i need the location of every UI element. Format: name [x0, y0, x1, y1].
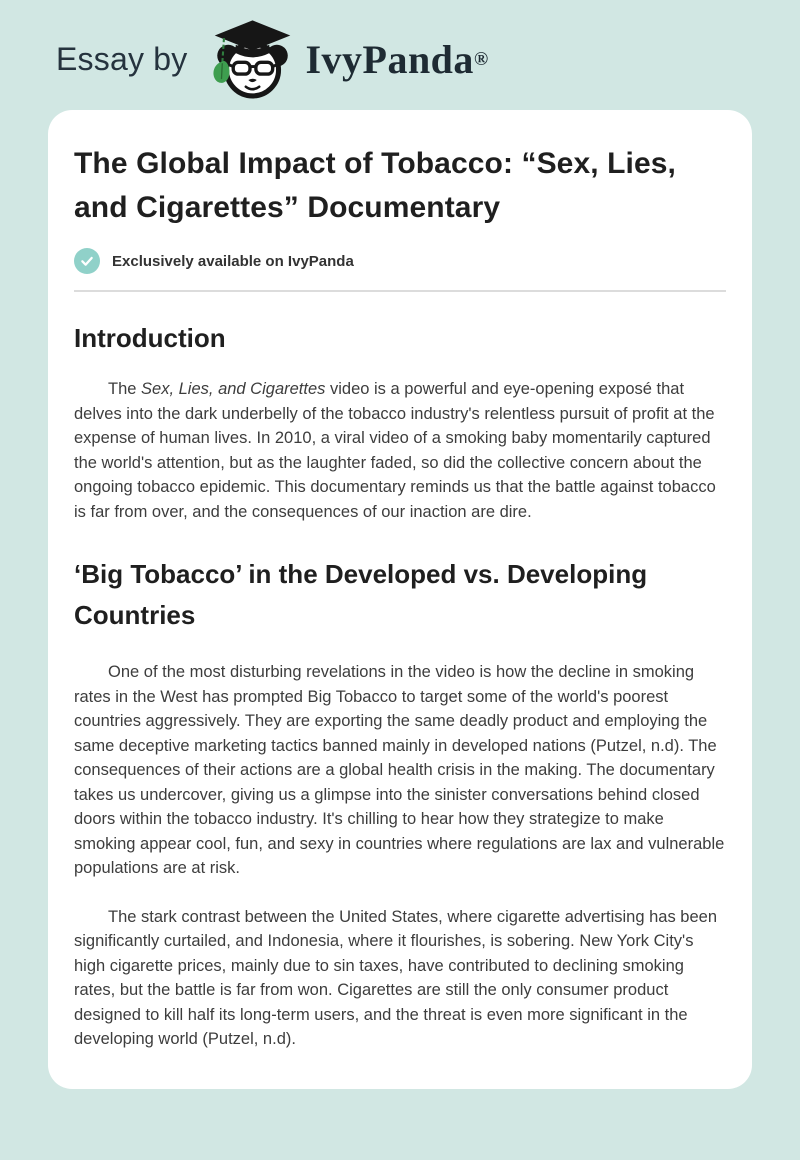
availability-label: Exclusively available on IvyPanda [112, 252, 354, 270]
site-header [0, 0, 800, 96]
video-title-italic: Sex, Lies, and Cigarettes [141, 380, 326, 398]
essay-by-label: Essay by [56, 40, 188, 77]
panda-graduate-logo-icon [203, 15, 297, 103]
section-heading-big-tobacco: ‘Big Tobacco’ in the Developed vs. Developing Countries [74, 559, 648, 630]
paragraph-text: The [108, 380, 142, 398]
availability-badge [74, 248, 726, 274]
paragraph-introduction [74, 377, 726, 524]
registered-mark: ® [473, 48, 489, 70]
divider [74, 290, 726, 292]
paragraph-text: video is a powerful and eye-opening exposé that delves into the dark underbelly of the tobacco industry's relentless pursuit of profit at the expense of human lives. In 2010, a viral video of a smoking baby momentarily captured the world's attention, but as the laughter faded, so did the collective concern about the ongoing tobacco epidemic. This documentary reminds us that the battle against tobacco is far from over, and the consequences of our inaction are dire. [74, 380, 716, 521]
section-heading-introduction: Introduction [74, 323, 226, 353]
brand-logo-link[interactable] [203, 15, 488, 103]
paragraph-big-tobacco-2: The stark contrast between the United States, where cigarette advertising has been significantly curtailed, and Indonesia, where it flourishes, is sobering. New York City's high cigarette prices, mainly due to sin taxes, have contributed to declining smoking rates, but the battle is far from won. Cigarettes are still the only consumer product designed to kill half its long-term users, and the threat is even more significant in the developing world (Putzel, n.d). [74, 907, 718, 1048]
essay-title: The Global Impact of Tobacco: “Sex, Lies, and Cigarettes” Documentary [74, 147, 676, 224]
brand-name: IvyPanda [305, 36, 474, 82]
essay-card [48, 110, 752, 1089]
check-icon [74, 248, 100, 274]
paragraph-big-tobacco-1: One of the most disturbing revelations in the video is how the decline in smoking rates in the West has prompted Big Tobacco to target some of the world's poorest countries aggressively. They are exporting the same deadly product and employing the same deceptive marketing tactics banned mainly in developed nations (Putzel, n.d). The consequences of their actions are a global health crisis in the making. The documentary takes us undercover, giving us a glimpse into the sinister conversations behind closed doors within the tobacco industry. It's chilling to hear how they strategize to make smoking appear cool, fun, and sexy in countries where regulations are lax and vulnerable populations are at risk. [74, 663, 725, 877]
